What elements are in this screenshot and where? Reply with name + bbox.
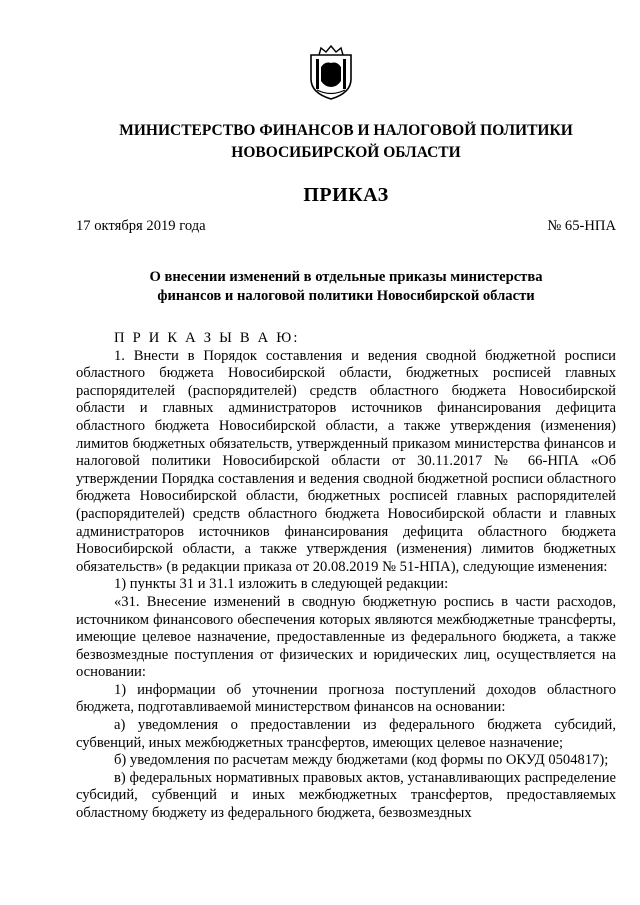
paragraph-4: 1) информации об уточнении прогноза поступлений доходов областного бюджета, подготавливаемой министерством финансов на основании: bbox=[76, 681, 616, 716]
subject-line-2: финансов и налоговой политики Новосибирской области bbox=[157, 288, 535, 304]
document-meta bbox=[76, 218, 616, 235]
ministry-line-2: НОВОСИБИРСКОЙ ОБЛАСТИ bbox=[231, 144, 461, 161]
paragraph-5: а) уведомления о предоставлении из федерального бюджета субсидий, субвенций, иных межбюджетных трансфертов, имеющих целевое назначение; bbox=[76, 717, 616, 751]
order-keyword: П Р И К А З Ы В А Ю: bbox=[114, 330, 300, 346]
document-date: 17 октября 2019 года bbox=[76, 218, 206, 234]
paragraph-2: 1) пункты 31 и 31.1 изложить в следующей редакции: bbox=[114, 576, 449, 593]
coat-of-arms-icon bbox=[307, 45, 355, 101]
paragraph-3: «31. Внесение изменений в сводную бюджетную роспись в части расходов, источником финансового обеспечения которых являются межбюджетные трансферты, имеющие целевое назначение, предоставленные из федерального бюджета, а также безвозмездные поступления от физических и юридических лиц, осуществляется на основании: bbox=[76, 593, 616, 681]
ministry-line-1: МИНИСТЕРСТВО ФИНАНСОВ И НАЛОГОВОЙ ПОЛИТИКИ bbox=[119, 122, 573, 139]
paragraph-7: в) федеральных нормативных правовых актов, устанавливающих распределение субсидий, субвенций и иных межбюджетных трансфертов, предоставляемых областному бюджету из федерального бюджета, безвозмездных bbox=[76, 769, 616, 822]
document-number: № 65-НПА bbox=[547, 218, 616, 234]
document-body bbox=[76, 330, 616, 823]
document-type-title: ПРИКАЗ bbox=[303, 184, 389, 206]
paragraph-6: б) уведомления по расчетам между бюджетами (код формы по ОКУД 0504817); bbox=[114, 752, 609, 769]
ministry-name bbox=[76, 120, 616, 164]
paragraph-1: 1. Внести в Порядок составления и ведения сводной бюджетной росписи областного бюджета Новосибирской области, бюджетных росписей главных распорядителей (распорядителей) средств областного бюджета Новосибирской области и главных администраторов источников финансирования дефицита областного бюджета Новосибирской области, а также утверждения (изменения) лимитов бюджетных обязательств, утвержденный приказом министерства финансов и налоговой политики Новосибирской области от 30.11.2017 № 66-НПА «Об утверждении Порядка составления и ведения сводной бюджетной росписи областного бюджета Новосибирской области, бюджетных росписей главных распорядителей (распорядителей) средств областного бюджета Новосибирской области и главных администраторов источников финансирования дефицита областного бюджета Новосибирской области, а также утверждения (изменения) лимитов бюджетных обязательств» (в редакции приказа от 20.08.2019 № 51-НПА), следующие изменения: bbox=[76, 347, 616, 575]
document-subject bbox=[76, 268, 616, 306]
subject-line-1: О внесении изменений в отдельные приказы министерства bbox=[149, 269, 543, 285]
